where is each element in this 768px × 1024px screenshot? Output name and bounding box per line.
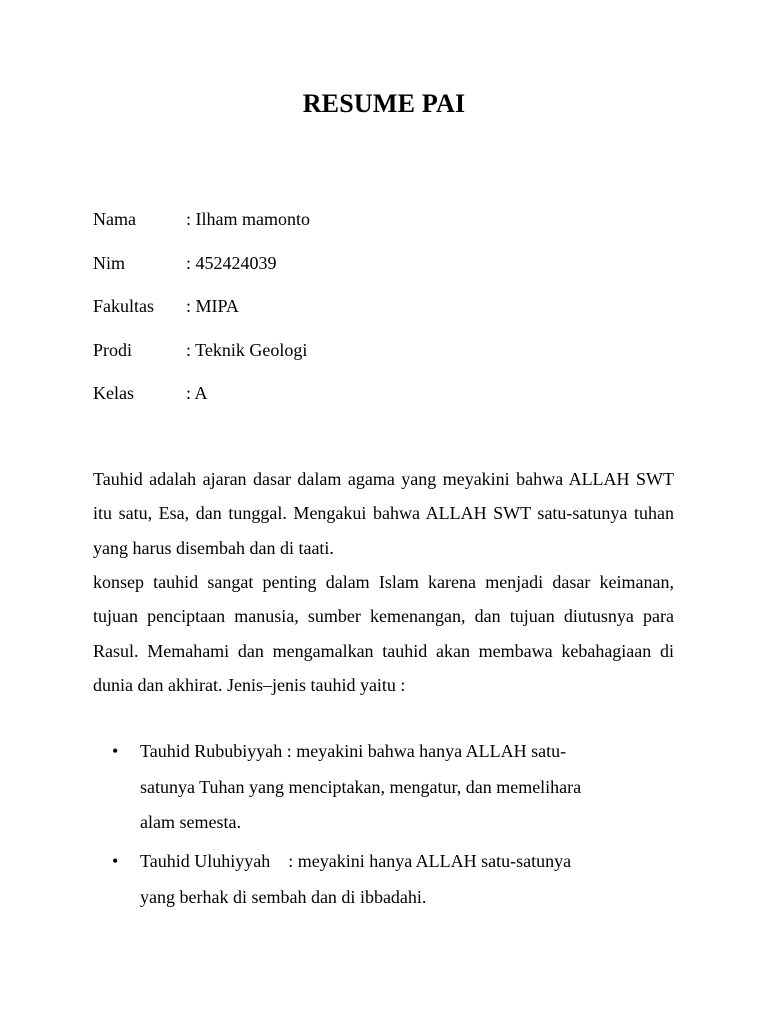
bullet-icon: •: [112, 741, 119, 761]
bullet-icon: •: [112, 851, 119, 871]
list-item-line: alam semesta.: [140, 812, 241, 832]
list-item-text: [140, 844, 650, 915]
info-label: Nama: [93, 209, 136, 229]
paragraph-tauhid-concept: konsep tauhid sangat penting dalam Islam karena menjadi dasar keimanan, tujuan penciptaan manusia, sumber kemenangan, dan tujuan diutusnya para Rasul. Memahami dan mengamalkan tauhid akan membawa kebahagiaan di dunia dan akhirat. Jenis–jenis tauhid yaitu :: [93, 572, 674, 695]
info-label: Fakultas: [93, 296, 154, 316]
info-value: : A: [186, 383, 208, 403]
list-item-line: Tauhid Rububiyyah : meyakini bahwa hanya ALLAH satu-: [140, 741, 567, 761]
info-value: : Ilham mamonto: [186, 209, 310, 229]
list-item-line: yang berhak di sembah dan di ibbadahi.: [140, 886, 427, 907]
paragraph-tauhid-definition: Tauhid adalah ajaran dasar dalam agama yang meyakini bahwa ALLAH SWT itu satu, Esa, dan tunggal. Mengakui bahwa ALLAH SWT satu-satunya tuhan yang harus disembah dan di taati.: [93, 469, 674, 558]
info-value: : Teknik Geologi: [186, 340, 308, 360]
list-item-text: [140, 734, 650, 841]
list-item-line: Tauhid Uluhiyyah : meyakini hanya ALLAH satu-satunya: [140, 851, 572, 871]
info-label: Kelas: [93, 383, 134, 403]
info-label: Nim: [93, 253, 126, 273]
info-value: : MIPA: [186, 296, 239, 316]
document-title: RESUME PAI: [302, 89, 466, 118]
info-label: Prodi: [93, 340, 133, 360]
info-value: : 452424039: [186, 253, 277, 273]
list-item-line: satunya Tuhan yang menciptakan, mengatur, dan memelihara: [140, 776, 582, 797]
